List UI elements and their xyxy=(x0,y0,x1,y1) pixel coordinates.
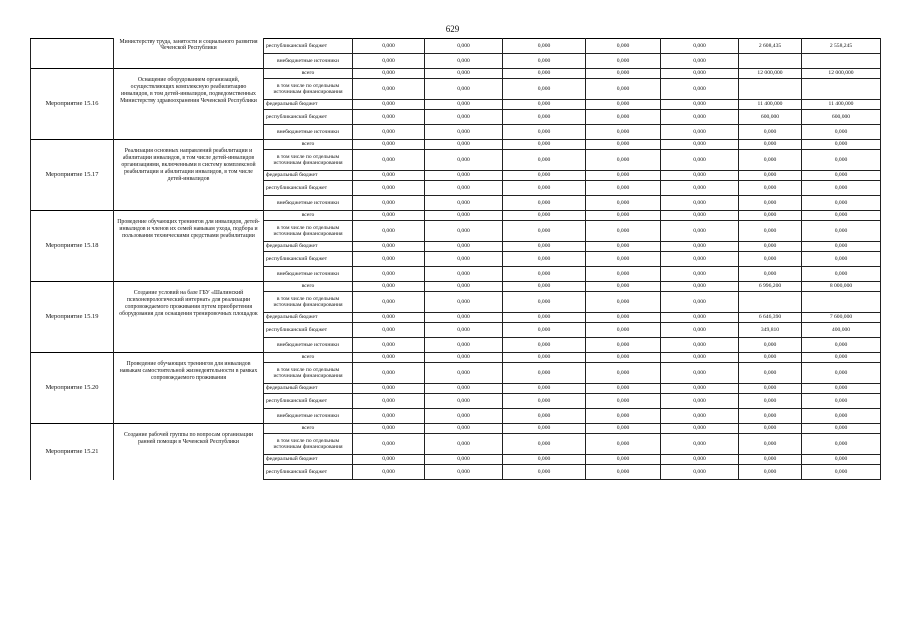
amount-cell: 0,000 xyxy=(425,434,503,455)
amount-cell: 0,000 xyxy=(425,211,503,221)
amount-cell: 0,000 xyxy=(739,181,802,196)
amount-cell: 0,000 xyxy=(586,125,661,140)
amount-cell: 8 000,000 xyxy=(802,282,881,292)
amount-cell: 2 558,245 xyxy=(802,39,881,54)
amount-cell: 0,000 xyxy=(661,424,739,434)
table-row xyxy=(31,140,881,150)
activity-name: Проведение обучающих тренингов для инвалидов навыкам самостоятельной жизнедеятельности в рамках сопровождаемого проживания xyxy=(114,353,264,424)
amount-cell: 600,000 xyxy=(739,110,802,125)
amount-cell: 0,000 xyxy=(503,409,586,424)
amount-cell: 0,000 xyxy=(586,221,661,242)
amount-cell: 0,000 xyxy=(425,150,503,171)
amount-cell: 0,000 xyxy=(503,221,586,242)
amount-cell: 0,000 xyxy=(586,69,661,79)
amount-cell: 0,000 xyxy=(739,171,802,181)
amount-cell: 0,000 xyxy=(425,171,503,181)
amount-cell: 0,000 xyxy=(425,79,503,100)
amount-cell: 0,000 xyxy=(353,465,425,480)
amount-cell: 0,000 xyxy=(425,323,503,338)
amount-cell: 0,000 xyxy=(586,181,661,196)
amount-cell: 0,000 xyxy=(425,338,503,353)
amount-cell: 0,000 xyxy=(739,196,802,211)
amount-cell: 0,000 xyxy=(802,242,881,252)
amount-cell: 0,000 xyxy=(739,125,802,140)
amount-cell: 0,000 xyxy=(739,455,802,465)
funding-source: республиканский бюджет xyxy=(264,39,353,54)
amount-cell: 0,000 xyxy=(739,211,802,221)
amount-cell: 0,000 xyxy=(503,211,586,221)
funding-source: в том числе по отдельным источникам финансирования xyxy=(264,292,353,313)
amount-cell: 0,000 xyxy=(353,434,425,455)
amount-cell: 0,000 xyxy=(802,424,881,434)
amount-cell: 0,000 xyxy=(661,363,739,384)
activity-name: Проведение обучающих тренингов для инвалидов, детей-инвалидов и членов их семей навыкам ухода, подбора и пользования техническими средствами реабилитации xyxy=(114,211,264,282)
amount-cell: 0,000 xyxy=(586,434,661,455)
amount-cell: 0,000 xyxy=(802,181,881,196)
funding-source: всего xyxy=(264,282,353,292)
amount-cell: 0,000 xyxy=(802,384,881,394)
activity-code: Мероприятие 15.16 xyxy=(31,69,114,140)
amount-cell: 0,000 xyxy=(503,384,586,394)
activity-code: Мероприятие 15.19 xyxy=(31,282,114,353)
amount-cell: 0,000 xyxy=(353,181,425,196)
amount-cell: 0,000 xyxy=(661,409,739,424)
amount-cell: 0,000 xyxy=(353,110,425,125)
amount-cell: 0,000 xyxy=(503,282,586,292)
amount-cell: 0,000 xyxy=(661,384,739,394)
amount-cell: 7 600,000 xyxy=(802,313,881,323)
amount-cell: 0,000 xyxy=(503,394,586,409)
amount-cell: 0,000 xyxy=(661,79,739,100)
amount-cell: 0,000 xyxy=(586,79,661,100)
amount-cell: 0,000 xyxy=(425,140,503,150)
amount-cell: 0,000 xyxy=(661,455,739,465)
amount-cell: 0,000 xyxy=(802,465,881,480)
amount-cell: 0,000 xyxy=(586,292,661,313)
amount-cell: 0,000 xyxy=(661,242,739,252)
table-row xyxy=(31,353,881,363)
amount-cell: 0,000 xyxy=(802,211,881,221)
amount-cell: 0,000 xyxy=(503,323,586,338)
amount-cell: 0,000 xyxy=(503,465,586,480)
amount-cell xyxy=(739,292,802,313)
amount-cell: 0,000 xyxy=(503,100,586,110)
amount-cell: 0,000 xyxy=(353,211,425,221)
amount-cell: 0,000 xyxy=(739,363,802,384)
activity-code: Мероприятие 15.18 xyxy=(31,211,114,282)
amount-cell: 0,000 xyxy=(586,252,661,267)
table-row xyxy=(31,424,881,434)
amount-cell: 0,000 xyxy=(503,455,586,465)
table-row xyxy=(31,39,881,54)
amount-cell: 0,000 xyxy=(503,353,586,363)
amount-cell: 0,000 xyxy=(586,384,661,394)
amount-cell: 0,000 xyxy=(802,455,881,465)
activity-code: Мероприятие 15.20 xyxy=(31,353,114,424)
amount-cell: 0,000 xyxy=(586,313,661,323)
amount-cell: 0,000 xyxy=(802,125,881,140)
amount-cell: 0,000 xyxy=(586,196,661,211)
amount-cell: 0,000 xyxy=(503,313,586,323)
amount-cell: 400,000 xyxy=(802,323,881,338)
funding-source: республиканский бюджет xyxy=(264,394,353,409)
funding-source: в том числе по отдельным источникам финансирования xyxy=(264,363,353,384)
amount-cell: 0,000 xyxy=(503,196,586,211)
amount-cell: 0,000 xyxy=(661,39,739,54)
amount-cell: 0,000 xyxy=(425,292,503,313)
amount-cell: 0,000 xyxy=(353,353,425,363)
amount-cell: 0,000 xyxy=(802,394,881,409)
amount-cell: 0,000 xyxy=(353,252,425,267)
amount-cell: 0,000 xyxy=(661,434,739,455)
amount-cell: 0,000 xyxy=(661,196,739,211)
amount-cell: 0,000 xyxy=(503,338,586,353)
amount-cell: 0,000 xyxy=(802,409,881,424)
funding-source: всего xyxy=(264,69,353,79)
funding-source: всего xyxy=(264,140,353,150)
amount-cell: 0,000 xyxy=(586,171,661,181)
amount-cell: 0,000 xyxy=(586,282,661,292)
funding-source: республиканский бюджет xyxy=(264,465,353,480)
amount-cell: 0,000 xyxy=(802,150,881,171)
activity-name: Создание условий на базе ГБУ «Шалинский психоневрологический интернат» для реализации сопровождаемого проживания путем приобретения оборудования для оснащения тренировочных площадок xyxy=(114,282,264,353)
amount-cell: 0,000 xyxy=(739,353,802,363)
amount-cell: 0,000 xyxy=(586,465,661,480)
table-row xyxy=(31,211,881,221)
amount-cell: 0,000 xyxy=(353,125,425,140)
activity-name: Оснащение оборудованием организаций, осуществляющих комплексную реабилитацию инвалидов, в том детей-инвалидов, подведомственных Министерству здравоохранения Чеченской Республики xyxy=(114,69,264,140)
amount-cell: 0,000 xyxy=(425,196,503,211)
amount-cell: 0,000 xyxy=(503,292,586,313)
funding-source: в том числе по отдельным источникам финансирования xyxy=(264,434,353,455)
amount-cell: 12 000,000 xyxy=(802,69,881,79)
amount-cell: 0,000 xyxy=(425,242,503,252)
amount-cell: 0,000 xyxy=(661,54,739,69)
page-number: 629 xyxy=(445,24,460,34)
amount-cell: 0,000 xyxy=(661,181,739,196)
amount-cell xyxy=(802,292,881,313)
amount-cell: 0,000 xyxy=(353,54,425,69)
amount-cell: 0,000 xyxy=(353,323,425,338)
amount-cell: 0,000 xyxy=(503,125,586,140)
amount-cell: 0,000 xyxy=(586,39,661,54)
funding-source: внебюджетные источники xyxy=(264,409,353,424)
amount-cell xyxy=(739,79,802,100)
amount-cell: 0,000 xyxy=(739,424,802,434)
activity-code xyxy=(31,39,114,69)
amount-cell: 2 608,435 xyxy=(739,39,802,54)
amount-cell: 0,000 xyxy=(503,140,586,150)
amount-cell: 0,000 xyxy=(661,323,739,338)
activity-code: Мероприятие 15.17 xyxy=(31,140,114,211)
amount-cell: 0,000 xyxy=(353,282,425,292)
amount-cell: 6 996,200 xyxy=(739,282,802,292)
amount-cell: 0,000 xyxy=(739,394,802,409)
amount-cell: 0,000 xyxy=(802,140,881,150)
amount-cell: 0,000 xyxy=(503,39,586,54)
amount-cell: 0,000 xyxy=(503,267,586,282)
amount-cell: 0,000 xyxy=(661,252,739,267)
amount-cell: 0,000 xyxy=(661,140,739,150)
amount-cell: 0,000 xyxy=(739,267,802,282)
amount-cell: 0,000 xyxy=(503,181,586,196)
amount-cell: 0,000 xyxy=(802,353,881,363)
amount-cell: 0,000 xyxy=(425,181,503,196)
amount-cell: 0,000 xyxy=(802,267,881,282)
table-row xyxy=(31,69,881,79)
amount-cell: 0,000 xyxy=(661,394,739,409)
funding-source: федеральный бюджет xyxy=(264,455,353,465)
funding-source: федеральный бюджет xyxy=(264,313,353,323)
amount-cell: 0,000 xyxy=(353,196,425,211)
amount-cell: 0,000 xyxy=(661,465,739,480)
amount-cell: 0,000 xyxy=(739,221,802,242)
amount-cell: 0,000 xyxy=(425,39,503,54)
amount-cell: 0,000 xyxy=(739,434,802,455)
funding-source: всего xyxy=(264,353,353,363)
amount-cell xyxy=(739,54,802,69)
amount-cell: 0,000 xyxy=(353,455,425,465)
budget-table-body xyxy=(31,39,881,480)
funding-source: федеральный бюджет xyxy=(264,384,353,394)
amount-cell: 0,000 xyxy=(353,140,425,150)
amount-cell: 0,000 xyxy=(425,455,503,465)
amount-cell: 0,000 xyxy=(353,409,425,424)
amount-cell: 0,000 xyxy=(661,211,739,221)
funding-source: республиканский бюджет xyxy=(264,181,353,196)
amount-cell: 0,000 xyxy=(353,338,425,353)
amount-cell: 0,000 xyxy=(503,150,586,171)
amount-cell: 0,000 xyxy=(586,424,661,434)
amount-cell: 0,000 xyxy=(661,292,739,313)
amount-cell: 0,000 xyxy=(353,79,425,100)
amount-cell: 0,000 xyxy=(661,221,739,242)
amount-cell xyxy=(802,54,881,69)
amount-cell: 0,000 xyxy=(353,100,425,110)
funding-source: внебюджетные источники xyxy=(264,54,353,69)
funding-source: внебюджетные источники xyxy=(264,338,353,353)
amount-cell: 0,000 xyxy=(739,409,802,424)
funding-source: внебюджетные источники xyxy=(264,125,353,140)
amount-cell: 0,000 xyxy=(425,363,503,384)
amount-cell: 0,000 xyxy=(586,150,661,171)
amount-cell: 0,000 xyxy=(586,353,661,363)
amount-cell: 0,000 xyxy=(586,409,661,424)
amount-cell: 0,000 xyxy=(586,242,661,252)
amount-cell: 0,000 xyxy=(353,384,425,394)
amount-cell: 0,000 xyxy=(586,394,661,409)
amount-cell: 0,000 xyxy=(739,242,802,252)
amount-cell: 0,000 xyxy=(353,313,425,323)
amount-cell: 0,000 xyxy=(353,221,425,242)
amount-cell: 0,000 xyxy=(802,434,881,455)
amount-cell: 0,000 xyxy=(661,338,739,353)
funding-source: всего xyxy=(264,424,353,434)
amount-cell: 0,000 xyxy=(739,338,802,353)
amount-cell: 0,000 xyxy=(353,171,425,181)
amount-cell: 0,000 xyxy=(661,353,739,363)
amount-cell: 0,000 xyxy=(802,221,881,242)
amount-cell: 0,000 xyxy=(425,54,503,69)
amount-cell: 0,000 xyxy=(425,313,503,323)
amount-cell: 0,000 xyxy=(586,100,661,110)
amount-cell: 0,000 xyxy=(353,363,425,384)
amount-cell: 0,000 xyxy=(661,100,739,110)
amount-cell: 0,000 xyxy=(739,465,802,480)
amount-cell: 0,000 xyxy=(586,140,661,150)
amount-cell: 0,000 xyxy=(425,353,503,363)
amount-cell: 0,000 xyxy=(425,221,503,242)
amount-cell: 0,000 xyxy=(425,110,503,125)
amount-cell: 0,000 xyxy=(661,267,739,282)
amount-cell: 0,000 xyxy=(425,424,503,434)
amount-cell: 0,000 xyxy=(503,54,586,69)
amount-cell: 0,000 xyxy=(661,110,739,125)
funding-source: федеральный бюджет xyxy=(264,242,353,252)
amount-cell: 0,000 xyxy=(503,79,586,100)
amount-cell: 0,000 xyxy=(661,69,739,79)
activity-name: Реализация основных направлений реабилитации и абилитации инвалидов, в том числе детей-инвалидов организациями, включенными в систему комплексной реабилитации и абилитации инвалидов, в том числе детей-инвалидов xyxy=(114,140,264,211)
amount-cell: 0,000 xyxy=(586,455,661,465)
funding-source: федеральный бюджет xyxy=(264,100,353,110)
amount-cell: 0,000 xyxy=(503,242,586,252)
funding-source: федеральный бюджет xyxy=(264,171,353,181)
amount-cell xyxy=(802,79,881,100)
amount-cell: 0,000 xyxy=(425,69,503,79)
activity-name: Министерству труда, занятости и социального развития Чеченской Республики xyxy=(114,39,264,69)
amount-cell: 0,000 xyxy=(503,424,586,434)
amount-cell: 0,000 xyxy=(586,54,661,69)
amount-cell: 0,000 xyxy=(425,125,503,140)
amount-cell: 0,000 xyxy=(503,110,586,125)
funding-source: в том числе по отдельным источникам финансирования xyxy=(264,221,353,242)
amount-cell: 0,000 xyxy=(802,196,881,211)
amount-cell: 0,000 xyxy=(739,150,802,171)
amount-cell: 0,000 xyxy=(503,363,586,384)
amount-cell: 0,000 xyxy=(425,465,503,480)
amount-cell: 0,000 xyxy=(661,171,739,181)
amount-cell: 0,000 xyxy=(802,363,881,384)
amount-cell: 0,000 xyxy=(353,267,425,282)
amount-cell: 0,000 xyxy=(503,434,586,455)
funding-source: всего xyxy=(264,211,353,221)
amount-cell: 0,000 xyxy=(586,267,661,282)
amount-cell: 0,000 xyxy=(425,384,503,394)
amount-cell: 0,000 xyxy=(503,171,586,181)
amount-cell: 0,000 xyxy=(739,384,802,394)
amount-cell: 0,000 xyxy=(661,125,739,140)
amount-cell: 0,000 xyxy=(353,242,425,252)
funding-source: республиканский бюджет xyxy=(264,323,353,338)
amount-cell: 349,810 xyxy=(739,323,802,338)
budget-table xyxy=(30,38,881,480)
funding-source: внебюджетные источники xyxy=(264,267,353,282)
amount-cell: 0,000 xyxy=(586,110,661,125)
budget-table-container xyxy=(30,38,881,480)
activity-name: Создание рабочей группы по вопросам организации ранней помощи в Чеченской Республики xyxy=(114,424,264,480)
funding-source: внебюджетные источники xyxy=(264,196,353,211)
amount-cell: 0,000 xyxy=(425,267,503,282)
amount-cell: 0,000 xyxy=(503,69,586,79)
amount-cell: 0,000 xyxy=(661,150,739,171)
amount-cell: 11 400,000 xyxy=(739,100,802,110)
amount-cell: 11 400,000 xyxy=(802,100,881,110)
amount-cell: 0,000 xyxy=(425,409,503,424)
amount-cell: 6 646,390 xyxy=(739,313,802,323)
amount-cell: 0,000 xyxy=(661,313,739,323)
amount-cell: 600,000 xyxy=(802,110,881,125)
amount-cell: 0,000 xyxy=(586,363,661,384)
amount-cell: 0,000 xyxy=(353,150,425,171)
amount-cell: 0,000 xyxy=(586,338,661,353)
amount-cell: 0,000 xyxy=(425,282,503,292)
amount-cell: 0,000 xyxy=(802,171,881,181)
amount-cell: 0,000 xyxy=(353,394,425,409)
amount-cell: 0,000 xyxy=(353,424,425,434)
amount-cell: 0,000 xyxy=(353,39,425,54)
amount-cell: 12 000,000 xyxy=(739,69,802,79)
amount-cell: 0,000 xyxy=(425,100,503,110)
amount-cell: 0,000 xyxy=(503,252,586,267)
funding-source: республиканский бюджет xyxy=(264,110,353,125)
amount-cell: 0,000 xyxy=(802,252,881,267)
amount-cell: 0,000 xyxy=(739,252,802,267)
amount-cell: 0,000 xyxy=(739,140,802,150)
amount-cell: 0,000 xyxy=(586,323,661,338)
funding-source: в том числе по отдельным источникам финансирования xyxy=(264,79,353,100)
amount-cell: 0,000 xyxy=(425,394,503,409)
amount-cell: 0,000 xyxy=(586,211,661,221)
funding-source: в том числе по отдельным источникам финансирования xyxy=(264,150,353,171)
funding-source: республиканский бюджет xyxy=(264,252,353,267)
amount-cell: 0,000 xyxy=(802,338,881,353)
amount-cell: 0,000 xyxy=(353,292,425,313)
table-row xyxy=(31,282,881,292)
activity-code: Мероприятие 15.21 xyxy=(31,424,114,480)
amount-cell: 0,000 xyxy=(661,282,739,292)
amount-cell: 0,000 xyxy=(425,252,503,267)
amount-cell: 0,000 xyxy=(353,69,425,79)
